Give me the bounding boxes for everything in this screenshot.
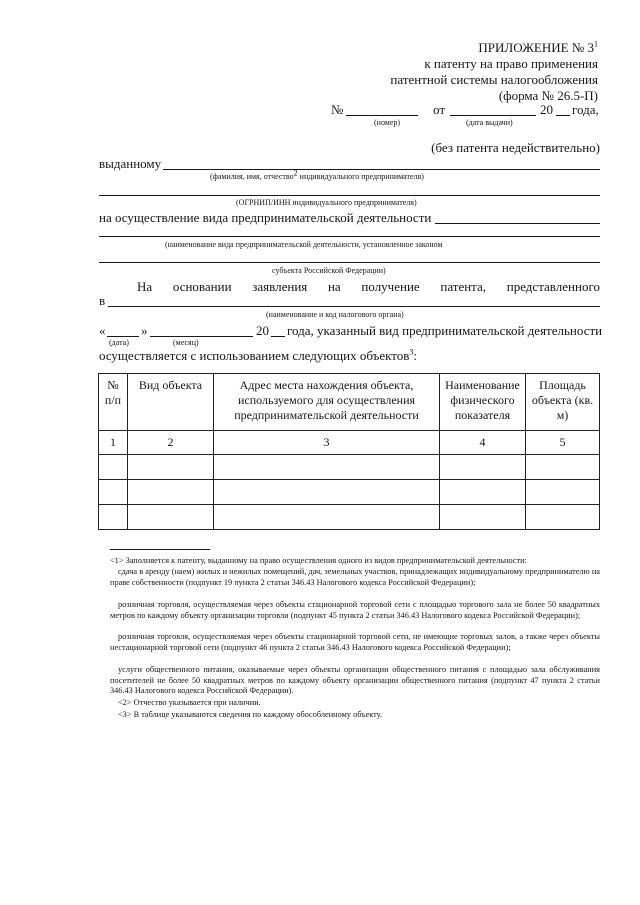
activity-field-3 (99, 262, 600, 263)
footnote-1d: услуги общественного питания, оказываемые через объекты организации общественного питания с площадью зала обслуживания посетителей не более 50 квадратных метров по каждому объекту организации общественного питания (подпункт 47 пункта 2 статьи 346.43 Налогового кодекса Российской Федерации). (110, 665, 600, 696)
number-field (346, 115, 418, 116)
col-number-4: 4 (440, 431, 526, 455)
table-cell[interactable] (526, 480, 600, 505)
table-cell[interactable] (99, 455, 128, 480)
col-number-5: 5 (526, 431, 600, 455)
footnote-separator (110, 549, 210, 550)
ogrnip-field (99, 195, 600, 196)
table-cell[interactable] (128, 480, 214, 505)
basis-word-7: представленного (506, 279, 600, 294)
header-indicator: Наименование физического показателя (440, 374, 526, 431)
ogrnip-caption: (ОГРНИП/ИНН индивидуального предпринимателя) (236, 198, 417, 207)
caption-issue-date: (дата выдачи) (466, 118, 513, 127)
fio-caption (210, 168, 424, 181)
basis-word-4: на (327, 279, 341, 294)
header-line-2: к патенту на право применения (424, 56, 598, 71)
objects-line (99, 348, 417, 364)
header-address: Адрес места нахождения объекта, используемого для осуществления предпринимательской деятельности (214, 374, 440, 431)
header-line-3: патентной системы налогообложения (390, 72, 598, 87)
issued-to-label: выданному (99, 156, 162, 171)
fio-caption-end: индивидуального предпринимателя) (297, 172, 424, 181)
tax-org-field (108, 306, 600, 307)
table-cell[interactable] (128, 455, 214, 480)
basis-word-1: На (137, 279, 153, 294)
col-number-1: 1 (99, 431, 128, 455)
table-numbering-row (99, 431, 600, 455)
number-label: № (331, 102, 344, 117)
col-number-2: 2 (128, 431, 214, 455)
caption-date: (дата) (109, 338, 129, 347)
objects-table (98, 373, 600, 530)
table-cell[interactable] (214, 505, 440, 530)
v-label: в (99, 293, 106, 308)
issue-date-field (450, 115, 536, 116)
fio-caption-sup: 2 (293, 168, 298, 178)
objects-line-end: : (413, 348, 418, 363)
appendix-title-text: ПРИЛОЖЕНИЕ № 3 (478, 40, 594, 55)
caption-number: (номер) (374, 118, 401, 127)
table-cell[interactable] (440, 505, 526, 530)
table-cell[interactable] (99, 505, 128, 530)
from-label: от (433, 102, 446, 117)
tax-org-caption: (наименование и код налогового органа) (266, 310, 404, 319)
appendix-title (478, 40, 598, 56)
header-year-suffix: года, (572, 102, 599, 117)
header-year-prefix: 20 (540, 102, 553, 117)
invalid-note: (без патента недействительно) (431, 140, 600, 155)
objects-line-text: осуществляется с использованием следующих объектов (99, 348, 410, 363)
table-cell[interactable] (440, 455, 526, 480)
activity-field-2 (99, 236, 600, 237)
subject-caption: субъекта Российской Федерации) (272, 266, 386, 275)
header-object-type: Вид объекта (128, 374, 214, 431)
footnote-1b: розничная торговля, осуществляемая через объекты стационарной торговой сети с площадью торгового зала не более 50 квадратных метров по каждому объекту организации торговли (подпункт 45 пункта 2 статьи 346.43 Налогового кодекса Российской Федерации); (110, 600, 600, 620)
header-area: Площадь объекта (кв. м) (526, 374, 600, 431)
fio-field (163, 169, 600, 170)
activity-caption: (наименование вида предпринимательской деятельности, установленное законом (165, 240, 443, 249)
appendix-title-sup: 1 (594, 39, 598, 49)
quote-close: » (141, 323, 148, 338)
table-cell[interactable] (526, 505, 600, 530)
objects-line-sup: 3 (409, 347, 414, 357)
table-row (99, 505, 600, 530)
month-field (150, 336, 253, 337)
fio-caption-text: (фамилия, имя, отчество (210, 172, 294, 181)
footnote-1a: сдача в аренду (наем) жилых и нежилых помещений, дач, земельных участков, принадлежащих индивидуальному предпринимателю на праве собственности (подпункт 19 пункта 2 статьи 346.43 Налогового кодекса Российской Федерации); (110, 567, 600, 587)
table-row (99, 455, 600, 480)
table-cell[interactable] (128, 505, 214, 530)
basis-word-6: патента, (440, 279, 487, 294)
year-text: года, указанный вид предпринимательской деятельности (287, 323, 603, 338)
table-row (99, 480, 600, 505)
form-number: (форма № 26.5-П) (498, 88, 598, 103)
caption-month: (месяц) (173, 338, 199, 347)
year-prefix: 20 (256, 323, 269, 338)
year-field (271, 336, 285, 337)
table-cell[interactable] (526, 455, 600, 480)
table-cell[interactable] (214, 480, 440, 505)
footnote-1: <1> Заполняется к патенту, выданному на право осуществления одного из видов предпринимательской деятельности: (110, 556, 527, 565)
activity-label: на осуществление вида предпринимательской деятельности (99, 210, 432, 225)
table-cell[interactable] (99, 480, 128, 505)
activity-field (435, 223, 600, 224)
quote-open: « (99, 323, 106, 338)
day-field (107, 336, 139, 337)
header-year-field (556, 115, 570, 116)
footnote-3: <3> В таблице указываются сведения по каждому обособленному объекту. (118, 710, 383, 719)
table-cell[interactable] (214, 455, 440, 480)
basis-line (99, 279, 600, 295)
table-header-row (99, 374, 600, 431)
basis-word-5: получение (361, 279, 420, 294)
col-number-3: 3 (214, 431, 440, 455)
table-cell[interactable] (440, 480, 526, 505)
basis-word-2: основании (172, 279, 232, 294)
basis-word-3: заявления (252, 279, 308, 294)
footnote-2: <2> Отчество указывается при наличии. (118, 698, 261, 707)
header-number: № п/п (99, 374, 128, 431)
footnote-1c: розничная торговля, осуществляемая через объекты стационарной торговой сети, не имеющие торговых залов, а также через объекты нестационарной торговой сети (подпункт 46 пункта 2 статьи 346.43 Налогового кодекса Российской Федерации); (110, 632, 600, 652)
